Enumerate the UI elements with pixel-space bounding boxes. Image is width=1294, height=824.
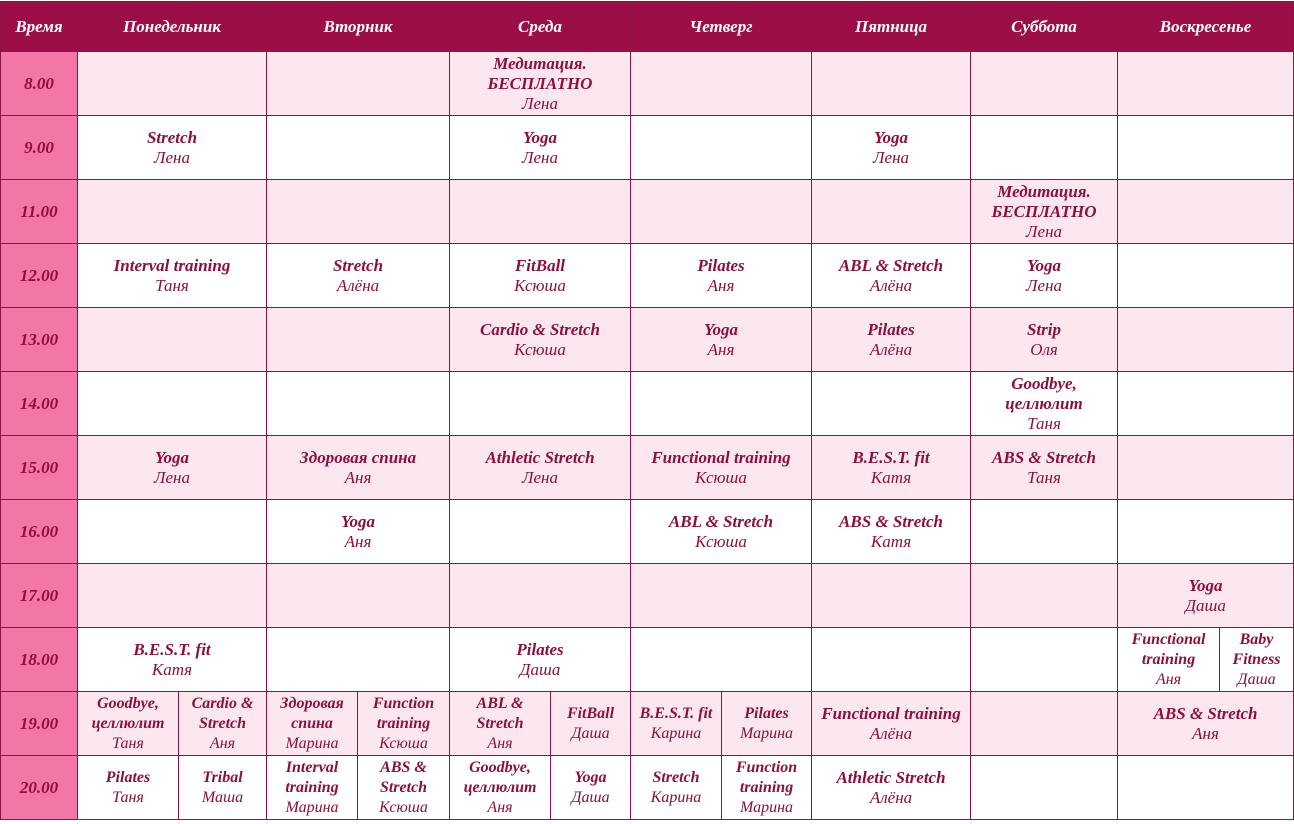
class-name: Functional training	[821, 703, 961, 723]
class-slot-monday	[78, 692, 179, 756]
time-cell: 18.00	[1, 628, 78, 692]
class-slot-friday	[812, 692, 971, 756]
header-friday: Пятница	[812, 2, 971, 52]
class-name: Strip	[1027, 319, 1062, 339]
class-name: B.E.S.T. fit	[133, 639, 211, 659]
class-name: ABL & Stretch	[838, 255, 944, 275]
class-slot-sunday	[1118, 436, 1294, 500]
class-slot-thursday	[631, 116, 812, 180]
class-name: Goodbye, целлюлит	[463, 758, 537, 796]
class-slot-tuesday	[267, 52, 450, 116]
trainer-name: Алёна	[869, 275, 913, 295]
class-slot-tuesday	[267, 628, 450, 692]
class-slot-wednesday	[450, 308, 631, 372]
class-slot-sunday	[1118, 756, 1294, 820]
trainer-name: Лена	[873, 147, 910, 167]
class-slot-thursday	[631, 308, 812, 372]
class-name: ABS & Stretch	[379, 758, 428, 796]
class-slot-thursday	[631, 52, 812, 116]
header-row	[1, 2, 1294, 52]
schedule-row	[1, 52, 1294, 116]
class-name: ABS & Stretch	[1153, 703, 1258, 723]
class-slot-tuesday	[267, 436, 450, 500]
class-slot-wednesday	[450, 52, 631, 116]
class-slot-monday	[78, 500, 267, 564]
header-time: Время	[1, 2, 78, 52]
schedule-row	[1, 244, 1294, 308]
class-slot-saturday	[971, 244, 1118, 308]
class-name: FitBall	[514, 255, 566, 275]
time-cell: 19.00	[1, 692, 78, 756]
class-slot-sunday	[1118, 116, 1294, 180]
schedule-row	[1, 500, 1294, 564]
class-slot-friday	[812, 564, 971, 628]
schedule-row	[1, 116, 1294, 180]
time-cell: 17.00	[1, 564, 78, 628]
header-wednesday: Среда	[450, 2, 631, 52]
class-slot-saturday	[971, 372, 1118, 436]
trainer-name: Алёна	[336, 275, 380, 295]
class-name: Athletic Stretch	[836, 767, 946, 787]
class-name: Yoga	[523, 127, 557, 147]
schedule-row	[1, 180, 1294, 244]
trainer-name: Аня	[1192, 723, 1219, 743]
class-slot-tuesday	[267, 180, 450, 244]
class-slot-thursday	[722, 756, 812, 820]
class-name: Yoga	[155, 447, 189, 467]
class-slot-sunday	[1118, 180, 1294, 244]
trainer-name: Лена	[522, 93, 558, 113]
class-name: Cardio & Stretch	[191, 694, 254, 732]
class-slot-sunday	[1118, 564, 1294, 628]
time-cell: 13.00	[1, 308, 78, 372]
class-name: Yoga	[574, 768, 607, 786]
schedule-row	[1, 756, 1294, 820]
trainer-name: Аня	[487, 798, 513, 816]
class-slot-friday	[812, 180, 971, 244]
class-slot-tuesday	[267, 308, 450, 372]
class-slot-thursday	[631, 372, 812, 436]
header-sunday: Воскресенье	[1118, 2, 1294, 52]
class-name: Yoga	[1027, 255, 1062, 275]
trainer-name: Лена	[1026, 221, 1063, 241]
class-name: Interval training	[285, 758, 339, 796]
time-cell: 16.00	[1, 500, 78, 564]
class-name: Медитация. БЕСПЛАТНО	[991, 181, 1097, 221]
class-slot-saturday	[971, 116, 1118, 180]
schedule-table	[0, 1, 1294, 820]
class-name: Yoga	[341, 511, 375, 531]
trainer-name: Карина	[650, 724, 702, 742]
class-name: Stretch	[332, 255, 384, 275]
class-slot-tuesday	[358, 756, 450, 820]
class-name: Athletic Stretch	[485, 447, 595, 467]
class-name: Functional training	[651, 447, 791, 467]
class-slot-tuesday	[267, 756, 358, 820]
class-slot-wednesday	[551, 692, 631, 756]
trainer-name: Ксюша	[379, 734, 428, 752]
class-name: ABL & Stretch	[668, 511, 774, 531]
trainer-name: Лена	[1026, 275, 1063, 295]
class-slot-saturday	[971, 692, 1118, 756]
class-slot-monday	[179, 756, 267, 820]
trainer-name: Лена	[154, 467, 190, 487]
schedule-row	[1, 436, 1294, 500]
trainer-name: Аня	[1155, 670, 1182, 688]
trainer-name: Марина	[739, 724, 794, 742]
trainer-name: Аня	[487, 734, 513, 752]
trainer-name: Даша	[1237, 670, 1276, 688]
class-slot-thursday	[722, 692, 812, 756]
schedule-row	[1, 372, 1294, 436]
class-slot-wednesday	[450, 244, 631, 308]
class-slot-tuesday	[267, 564, 450, 628]
class-slot-sunday	[1220, 628, 1294, 692]
class-slot-sunday	[1118, 244, 1294, 308]
class-slot-monday	[78, 180, 267, 244]
trainer-name: Даша	[1185, 595, 1226, 615]
schedule-body	[1, 52, 1294, 820]
class-slot-monday	[78, 52, 267, 116]
class-slot-saturday	[971, 308, 1118, 372]
class-slot-thursday	[631, 244, 812, 308]
class-name: B.E.S.T. fit	[639, 704, 713, 722]
class-slot-friday	[812, 308, 971, 372]
trainer-name: Катя	[870, 467, 912, 487]
time-cell: 15.00	[1, 436, 78, 500]
trainer-name: Аня	[209, 734, 236, 752]
class-slot-sunday	[1118, 52, 1294, 116]
class-slot-saturday	[971, 628, 1118, 692]
class-slot-thursday	[631, 564, 812, 628]
class-slot-friday	[812, 244, 971, 308]
class-slot-tuesday	[267, 116, 450, 180]
schedule-row	[1, 308, 1294, 372]
class-name: Yoga	[874, 127, 909, 147]
class-slot-friday	[812, 436, 971, 500]
trainer-name: Катя	[151, 659, 193, 679]
trainer-name: Аня	[707, 339, 735, 359]
class-name: B.E.S.T. fit	[852, 447, 930, 467]
class-name: Медитация. БЕСПЛАТНО	[487, 53, 593, 93]
class-slot-wednesday	[450, 692, 551, 756]
class-slot-monday	[78, 628, 267, 692]
class-name: ABS & Stretch	[992, 447, 1096, 467]
schedule-row	[1, 628, 1294, 692]
trainer-name: Алёна	[869, 339, 913, 359]
class-slot-tuesday	[358, 692, 450, 756]
trainer-name: Ксюша	[514, 339, 566, 359]
class-name: Yoga	[1188, 575, 1223, 595]
trainer-name: Таня	[155, 275, 189, 295]
trainer-name: Таня	[112, 734, 144, 752]
class-name: Goodbye, целлюлит	[91, 694, 165, 732]
class-slot-friday	[812, 628, 971, 692]
class-name: Yoga	[704, 319, 738, 339]
class-slot-friday	[812, 52, 971, 116]
class-slot-wednesday	[450, 180, 631, 244]
class-slot-monday	[78, 436, 267, 500]
trainer-name: Ксюша	[695, 531, 747, 551]
class-slot-saturday	[971, 564, 1118, 628]
class-slot-monday	[179, 692, 267, 756]
class-name: ABL & Stretch	[476, 694, 524, 732]
class-slot-wednesday	[450, 436, 631, 500]
trainer-name: Лена	[522, 467, 558, 487]
class-slot-monday	[78, 116, 267, 180]
class-name: Pilates	[516, 639, 564, 659]
schedule-row	[1, 692, 1294, 756]
class-slot-wednesday	[450, 564, 631, 628]
class-slot-sunday	[1118, 372, 1294, 436]
class-name: ABS & Stretch	[839, 511, 943, 531]
class-slot-tuesday	[267, 500, 450, 564]
trainer-name: Алёна	[869, 723, 913, 743]
class-slot-sunday	[1118, 308, 1294, 372]
trainer-name: Марина	[285, 798, 339, 816]
class-name: Здоровая спина	[299, 447, 417, 467]
class-name: Interval training	[113, 255, 231, 275]
trainer-name: Даша	[571, 724, 610, 742]
class-slot-wednesday	[450, 756, 551, 820]
schedule-row	[1, 564, 1294, 628]
class-name: Baby Fitness	[1232, 630, 1281, 668]
trainer-name: Ксюша	[514, 275, 566, 295]
class-slot-thursday	[631, 628, 812, 692]
trainer-name: Марина	[285, 734, 339, 752]
class-slot-saturday	[971, 436, 1118, 500]
trainer-name: Оля	[1030, 339, 1058, 359]
header-tuesday: Вторник	[267, 2, 450, 52]
class-slot-thursday	[631, 436, 812, 500]
time-cell: 11.00	[1, 180, 78, 244]
header-saturday: Суббота	[971, 2, 1118, 52]
trainer-name: Катя	[870, 531, 912, 551]
class-slot-saturday	[971, 52, 1118, 116]
class-slot-monday	[78, 372, 267, 436]
trainer-name: Таня	[1027, 467, 1061, 487]
class-slot-thursday	[631, 180, 812, 244]
class-slot-friday	[812, 500, 971, 564]
class-slot-friday	[812, 116, 971, 180]
class-name: Tribal	[202, 768, 243, 786]
trainer-name: Таня	[1027, 413, 1061, 433]
trainer-name: Лена	[522, 147, 558, 167]
class-slot-wednesday	[450, 628, 631, 692]
class-name: Function training	[372, 694, 435, 732]
class-slot-saturday	[971, 500, 1118, 564]
trainer-name: Марина	[739, 798, 794, 816]
class-slot-monday	[78, 244, 267, 308]
class-name: Goodbye, целлюлит	[1005, 373, 1083, 413]
class-slot-saturday	[971, 756, 1118, 820]
class-slot-friday	[812, 756, 971, 820]
class-name: Cardio & Stretch	[480, 319, 600, 339]
class-name: Pilates	[697, 255, 745, 275]
class-slot-wednesday	[450, 116, 631, 180]
class-slot-wednesday	[450, 372, 631, 436]
trainer-name: Карина	[650, 788, 702, 806]
class-slot-monday	[78, 564, 267, 628]
class-name: FitBall	[566, 704, 615, 722]
time-cell: 14.00	[1, 372, 78, 436]
class-slot-thursday	[631, 500, 812, 564]
time-cell: 20.00	[1, 756, 78, 820]
class-slot-friday	[812, 372, 971, 436]
class-slot-thursday	[631, 692, 722, 756]
class-slot-wednesday	[450, 500, 631, 564]
trainer-name: Ксюша	[379, 798, 428, 816]
time-cell: 9.00	[1, 116, 78, 180]
class-name: Stretch	[652, 768, 700, 786]
trainer-name: Даша	[519, 659, 561, 679]
trainer-name: Маша	[201, 788, 244, 806]
trainer-name: Таня	[112, 788, 144, 806]
trainer-name: Лена	[154, 147, 190, 167]
class-slot-sunday	[1118, 692, 1294, 756]
class-slot-monday	[78, 308, 267, 372]
class-name: Pilates	[867, 319, 915, 339]
trainer-name: Аня	[344, 467, 372, 487]
header-monday: Понедельник	[78, 2, 267, 52]
time-cell: 8.00	[1, 52, 78, 116]
class-name: Stretch	[146, 127, 198, 147]
class-slot-monday	[78, 756, 179, 820]
header-thursday: Четверг	[631, 2, 812, 52]
class-name: Pilates	[105, 768, 151, 786]
class-name: Pilates	[744, 704, 789, 722]
class-slot-saturday	[971, 180, 1118, 244]
trainer-name: Аня	[707, 275, 735, 295]
class-slot-sunday	[1118, 628, 1220, 692]
trainer-name: Алёна	[869, 787, 913, 807]
time-cell: 12.00	[1, 244, 78, 308]
class-slot-tuesday	[267, 372, 450, 436]
class-slot-tuesday	[267, 692, 358, 756]
class-name: Здоровая спина	[280, 694, 344, 732]
class-slot-sunday	[1118, 500, 1294, 564]
class-slot-thursday	[631, 756, 722, 820]
class-slot-wednesday	[551, 756, 631, 820]
class-slot-tuesday	[267, 244, 450, 308]
trainer-name: Даша	[571, 788, 610, 806]
trainer-name: Аня	[344, 531, 372, 551]
trainer-name: Ксюша	[695, 467, 747, 487]
class-name: Functional training	[1131, 630, 1206, 668]
class-name: Function training	[735, 758, 798, 796]
